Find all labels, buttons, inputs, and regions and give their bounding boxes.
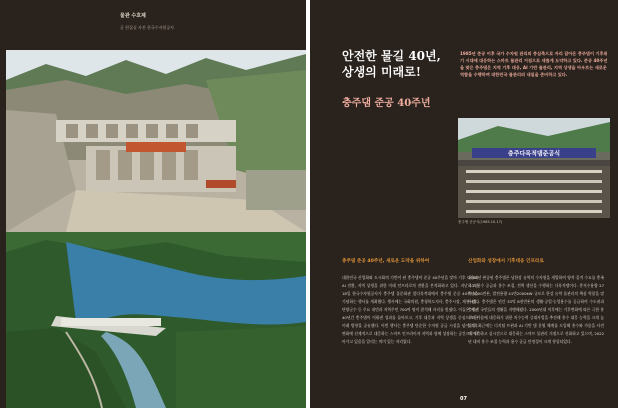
page-header bbox=[120, 12, 174, 31]
title-line-2: 상생의 미래로! bbox=[342, 65, 421, 79]
page-number: 07 bbox=[460, 396, 467, 402]
section2-heading: 산업화와 성장에서 기후대응 인프라로 bbox=[468, 259, 544, 264]
article-title bbox=[342, 48, 452, 80]
photo-caption: 충주댐 준공식(1985.10.17) bbox=[458, 220, 503, 224]
section1-body: 대한민국 산업화와 도시화의 기반이 된 충주댐이 준공 40주년을 맞아 기후 대응과 AI 전환, 지역 상생을 위한 미래 인프라로의 전환을 본격화하고 있다. 지난 11월 18일 한국수자원공사가 충주댐 물문화관 앞다목적대에서 충주댐 준공 40주년을 기념하는 행사를 개최했다. 행사에는 국회의원, 충청북도지사, 충주시장, 제천시장, 단양군수 등 주요 내빈과 지역주민 700여 명이 참석해 자리를 빛냈다. 이들은 지난 40년간 충주댐이 이뤄낸 성과를 돌아보고, 기후 대응과 지역 상생을 중심으로 한 미래 방향을 공유했다. 이번 행사는 충주댐 단순한 수자원 공급 시설을 넘어 기후 변화에 선제적으로 대응하는 스마트 인프라이자 지역과 함께 성장하는 공간으로 나아가고 있음을 알리는 의미 있는 자리였다. bbox=[342, 275, 478, 344]
dam-aerial-photo bbox=[6, 232, 306, 408]
right-page bbox=[310, 0, 618, 408]
article-subtitle: 충주댐 준공 40주년 bbox=[342, 98, 431, 109]
section-label: 물관 수호제 bbox=[120, 13, 146, 19]
dam-construction-photo bbox=[6, 50, 306, 232]
title-line-1: 안전한 물길 40년, bbox=[342, 49, 441, 63]
left-page bbox=[0, 0, 306, 408]
section2-body: 1985년 완공된 충주댐은 남한강 유역의 수자원을 개발하여 양적·질적 수요를 충족하고 용수 공급과 홍수 조절, 전력 생산을 수행하는 다목적댐이다. 총저수용량 27억 5000만톤, 발전용량 41만2000kW 규모로 한강 유역 물관리의 핵심 역할을 맡아왔다. 충주댐은 연간 33억 8천만톤의 생활·공업·농업용수를 공급하며 수도권과 충청권 국민들의 생활을 지탱해왔다. 2000년대 이후에는 기후변화에 따른 극한 홍수와 가뭄에 대응하기 위한 치수능력 증대사업을 추진해 홍수 대응 능력을 크게 높였다. 최근에는 디지털 트윈과 AI 기반 댐 운영 체계를 도입해 홍수와 가뭄을 사전에 예측하고 실시간으로 대응하는 스마트 물관리 거점으로 진화하고 있으며, 2022년 대비 홍수 조절 능력과 용수 공급 안정성이 크게 향상되었다. bbox=[468, 275, 604, 344]
byline: 글 편집실 사진 한국수자원공사 bbox=[120, 25, 175, 30]
banner-text: 충주다목적댐준공식 bbox=[507, 150, 561, 158]
article-intro: 1985년 준공 이후 국가 수자원 관리의 중심축으로 자리 잡아온 충주댐이 기후위기 시대에 대응하는 스마트 물관리 거점으로 새롭게 도약하고 있다. 준공 40주년을 맞은 충주댐은 지역 기후 대응, AI 기반 물관리, 지역 상생을 아우르는 새로운 역할을 수행하며 대한민국 물관리의 내일을 준비하고 있다. bbox=[460, 51, 608, 77]
ceremony-photo bbox=[458, 118, 610, 218]
section1-heading: 충주댐 준공 40주년, 새로운 도약을 위하여 bbox=[342, 259, 430, 264]
